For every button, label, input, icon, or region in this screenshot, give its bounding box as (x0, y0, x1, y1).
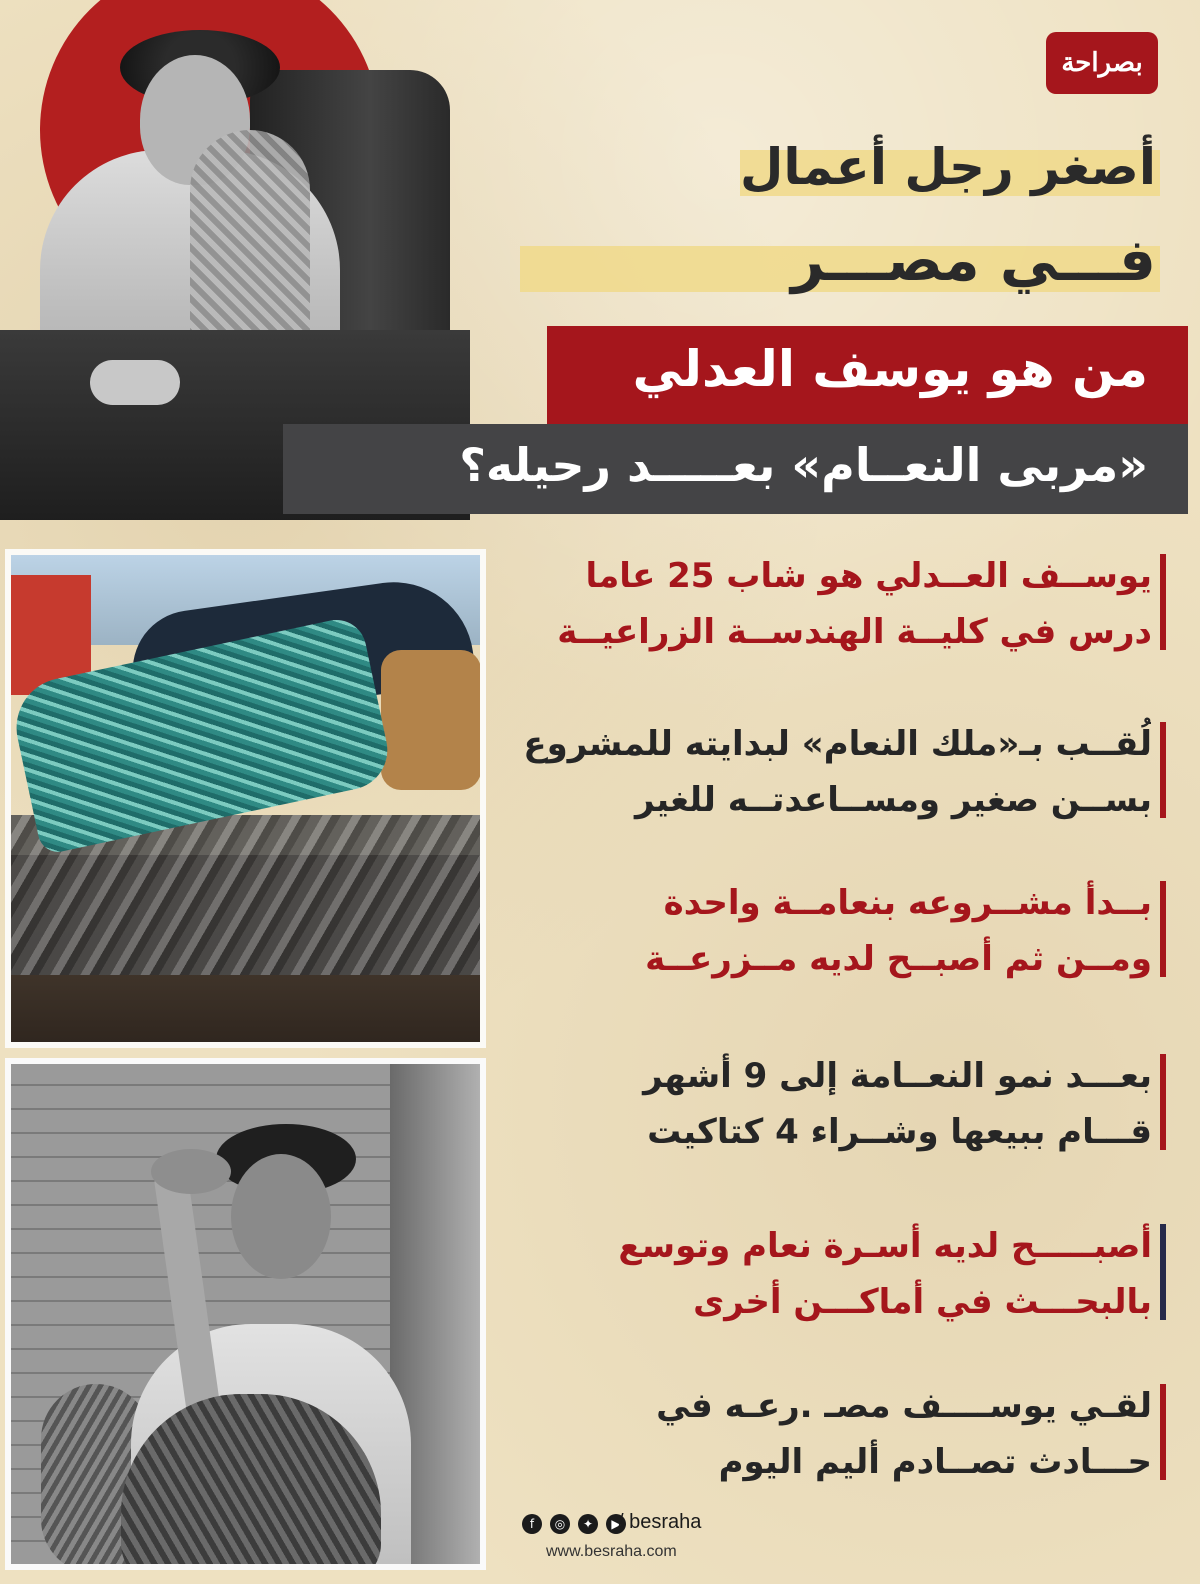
fact-bar (1160, 554, 1166, 650)
headline-red-bar (547, 326, 1188, 424)
fact-6-line-2: حـــادث تصــادم أليم اليوم (718, 1442, 1152, 1482)
fact-bar (1160, 881, 1166, 977)
brand-handle[interactable]: / besraha (618, 1511, 702, 1533)
fact-bar (1160, 1054, 1166, 1150)
fact-4-line-1: بعـــد نمو النعــامة إلى 9 أشهر (643, 1056, 1152, 1096)
brand-logo: بصراحة (1046, 32, 1158, 94)
fact-1-line-1: يوســف العــدلي هو شاب 25 عاما (585, 556, 1152, 596)
fact-5 (472, 1218, 1152, 1330)
fact-2 (472, 716, 1152, 828)
fact-4 (472, 1048, 1152, 1160)
fact-bar (1160, 1224, 1166, 1320)
headline-line-1: أصغر رجل أعمال (739, 138, 1156, 196)
fact-3 (472, 875, 1152, 987)
headline-line-2: فـــي مصـــر (791, 226, 1156, 294)
fact-2-line-2: بســن صغير ومســاعدتــه للغير (635, 780, 1152, 820)
twitter-icon[interactable]: ✦ (578, 1514, 598, 1534)
instagram-icon[interactable]: ◎ (550, 1514, 570, 1534)
fact-bar (1160, 1384, 1166, 1480)
fact-4-line-2: قـــام ببيعها وشــراء 4 كتاكيت (647, 1112, 1152, 1152)
fact-1 (472, 548, 1152, 660)
fact-3-line-2: ومــن ثم أصبــح لديه مــزرعــة (645, 939, 1152, 979)
headline-line-3: من هو يوسف العدلي (632, 340, 1148, 398)
fact-6-line-1: لقـي يوســــف مصـ .رعـه في (656, 1386, 1152, 1426)
facebook-icon[interactable]: f (522, 1514, 542, 1534)
fact-1-line-2: درس في كليــة الهندســة الزراعيــة (557, 612, 1152, 652)
person-hand (90, 360, 180, 405)
fact-6 (472, 1378, 1152, 1490)
social-icons (522, 1514, 626, 1534)
brand-website[interactable]: www.besraha.com (546, 1543, 677, 1560)
headline-dark-bar (283, 424, 1188, 514)
fact-3-line-1: بــدأ مشــروعه بنعامــة واحدة (663, 883, 1152, 923)
fact-2-line-1: لُقــب بـ«ملك النعام» لبدايته للمشروع (523, 724, 1152, 764)
fact-5-line-2: بالبحـــث في أماكـــن أخرى (693, 1282, 1152, 1322)
fact-bar (1160, 722, 1166, 818)
fact-5-line-1: أصبـــــح لديه أسـرة نعام وتوسع (618, 1226, 1152, 1266)
ostrich-boy-photo (5, 1058, 486, 1570)
crash-photo (5, 549, 486, 1048)
youtube-icon[interactable]: ▶ (606, 1514, 626, 1534)
headline-line-4: «مربى النعــام» بعـــــد رحيله؟ (459, 438, 1148, 492)
